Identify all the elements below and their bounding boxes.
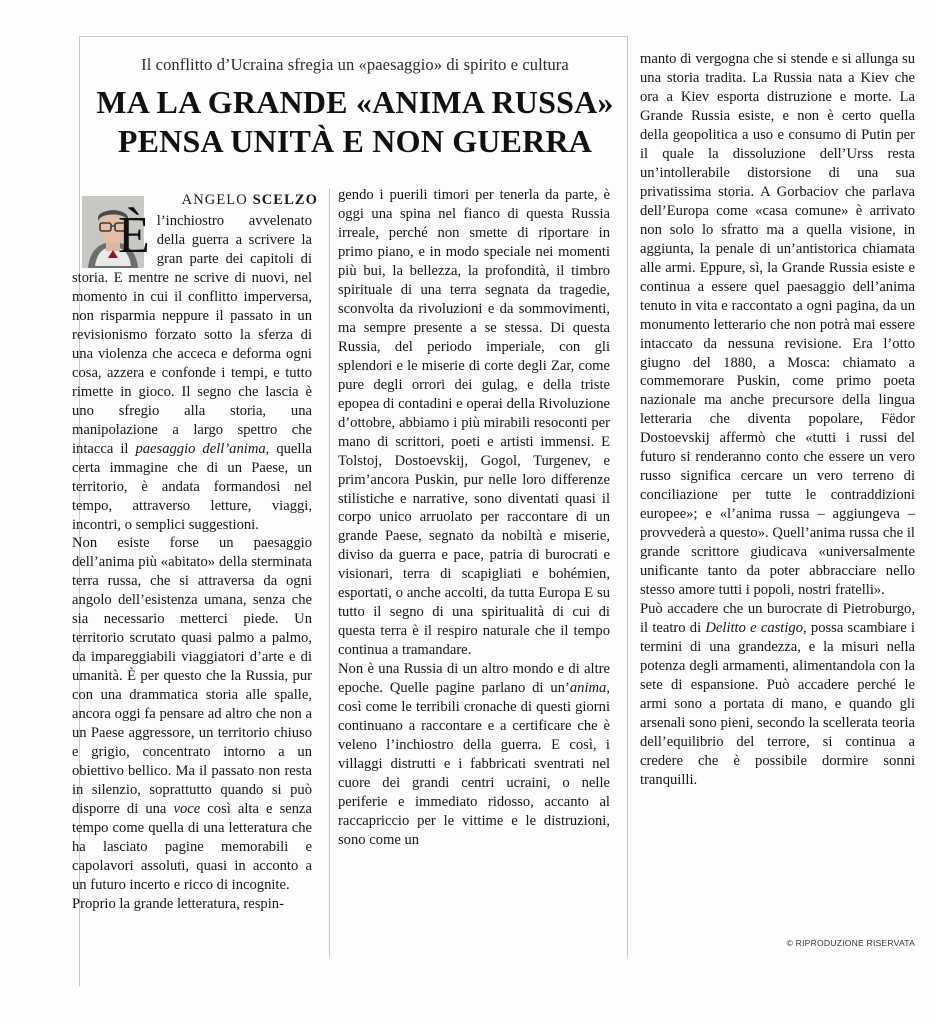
byline-first-name: ANGELO [181,192,248,208]
drop-cap: È [118,207,150,264]
article-column-1 [72,207,312,914]
paragraph: manto di vergogna che si stende e si allunga su una storia tradita. La Russia nata a Kiev che ora a Kiev esporta distruzione e morte. La Grande Russia esiste, e non è certo quella della geopolitica a uso e consumo di Putin per il quale la dissoluzione dell’Urss resta un’intollerabile distorsione di una sua privatissima storia. A Gorbaciov che parlava dell’Europa come «casa comune» è arrivato non solo lo sfratto ma a quella visione, in aggiunta, la penale di un’antistorica chiamata alle armi. Eppure, sì, la Grande Russia esiste e continua a essere quel paesaggio dell’anima tenuto in vita e raccontato a ogni pagina, da un monumento letterario che non potrà mai essere intaccato da nessuna revisione. Era l’otto giugno del 1880, a Mosca: chiamato a commemorare Puskin, come primo poeta nazionale ma anche precursore della lingua letteraria che diventa popolare, Fëdor Dostoevskij affermò che «tutti i russi del futuro si renderanno conto che essere un vero russo significa cercare un vero terreno di conciliazione per tutte le contraddizioni europee»; e «l’anima russa – aggiungeva – provvederà a questo». Quell’anima russa che il grande scrittore giudicava «universalmente unificante tanto da poter abbracciare nello stesso amore tutti i popoli, nostri fratelli». [640,51,915,599]
headline-line-1: MA LA GRANDE «ANIMA RUSSA» [96,84,614,120]
paragraph: Proprio la grande letteratura, respin- [72,895,284,912]
copyright-notice: © RIPRODUZIONE RISERVATA [786,938,915,948]
paragraph-text: Non è una Russia di un altro mondo e di altre epoche. Quelle pagine parlano di un’ [338,661,610,697]
emphasis-text: voce [173,801,201,818]
paragraph-text-cont: , possa scambiare i termini di una grandezza, e la misuri nella potenza degli armamenti, alimentandola con la sete di espansione. Può accadere perché le armi sono a portata di mano, e quando gli arsenali sono pieni, secondo la scellerata teoria dell’equilibrio del terrore, si continua a credere che è possibile dormire sonni tranquilli. [640,620,915,788]
paragraph-text-cont: così alta e senza tempo come quella di una letteratura che ha lasciato pagine memorabili e capolavori assoluti, quasi in acconto a un futuro incerto e ricco di incognite. [72,801,312,893]
paragraph [338,660,610,850]
paragraph-text-cont: , così come le terribili cronache di questi giorni continuano a raccontare e a certificare che è veleno l’inchiostro della guerra. E così, i villaggi distrutti e i fabbricati sventrati nel cuore dei grandi centri ucraini, o nelle periferie e immediato ridosso, accanto al raccapriccio per le vittime e le distruzioni, sono come un [338,680,610,848]
article-column-2 [338,186,610,850]
emphasis-text: anima [569,680,607,697]
page-title [95,83,615,161]
paragraph: gendo i puerili timori per tenerla da parte, è oggi una spina nel fianco di questa Russia irreale, perché non smette di riportare in primo piano, e in modo speciale nei momenti più bui, la bellezza, la profondità, il timbro spirituale di una terra segnata da tragedie, sconvolta da rivoluzioni e da sommovimenti, ma sempre presente a se stessa. Di questa Russia, del periodo imperiale, con gli splendori e le miserie di corte degli Zar, come pure degli orrori dei gulag, e della triste epopea di contadini e operai della Rivoluzione d’ottobre, abbiamo i più mirabili resoconti per mano di scrittori, poeti e artisti immensi. E Tolstoj, Dostoevskij, Gogol, Turgenev, e prim’ancora Puskin, pur nelle loro differenze stilistiche e narrative, sono diventati quasi il corpo unico arruolato per raccontare di un grande Paese, segnato da nobiltà e miserie, diviso da guerra e pace, patria di burocrati e visionari, terra di scapigliati e bohémien, esportati, o anche accolti, da tutta Europa E su tutto il segno di una spiritualità di cui di questa terra è il respiro naturale che il tempo continua a tramandare. [338,187,610,659]
headline-line-2: PENSA UNITÀ E NON GUERRA [117,123,593,160]
paragraph-text-cont: , quella certa immagine che di un Paese, un territorio, è andata formandosi nel tempo, attraverso letture, viaggi, incontri, o semplici suggestioni. [72,440,312,533]
paragraph-text: l’inchiostro avvelenato della guerra a scrivere la gran parte dei capitoli di storia. E mentre ne scrive di nuovi, nel momento in cui il conflitto imperversa, non risparmia neppure il passato in un revisionismo forzato sotto la sferza di una violenza che acceca e deforma ogni cosa, azzera e confonde i tempi, e tutto rimette in gioco. Il segno che lascia è uno sfregio alla storia, una manipolazione a largo spettro che intacca il [72,213,312,457]
paragraph [640,600,915,790]
byline-last-name: SCELZO [252,192,318,208]
byline [150,192,318,209]
article-column-3 [640,50,915,790]
headline-block [95,55,615,161]
top-rule [79,36,627,37]
paragraph-text: Può accadere che un burocrate di Pietroburgo, il teatro di [640,601,915,637]
paragraph [72,207,312,534]
emphasis-text: Delitto e castigo [705,620,804,637]
paragraph [72,534,312,894]
right-column-rule [627,36,628,958]
article-kicker: Il conflitto d’Ucraina sfregia un «paesaggio» di spirito e cultura [141,55,569,74]
emphasis-text: paesaggio dell’anima [135,440,266,457]
middle-column-rule [329,188,330,958]
paragraph-text: Non esiste forse un paesaggio dell’anima più «abitato» della sterminata terra russa, che si attraversa da ogni angolo dell’esistenza umana, senza che sia necessario metterci piede. Un territorio scrutato quasi palmo a palmo, da impareggiabili viaggiatori d’arte e di umanità. È per questo che la Russia, pur con una drammatica storia alle spalle, ancora oggi fa pensare ad altro che non a un Paese aggressore, un territorio chiuso e grigio, concentrato intorno a un obiettivo bellico. Ma il passato non resta in silenzio, soprattutto quando si può disporre di una [72,535,312,818]
